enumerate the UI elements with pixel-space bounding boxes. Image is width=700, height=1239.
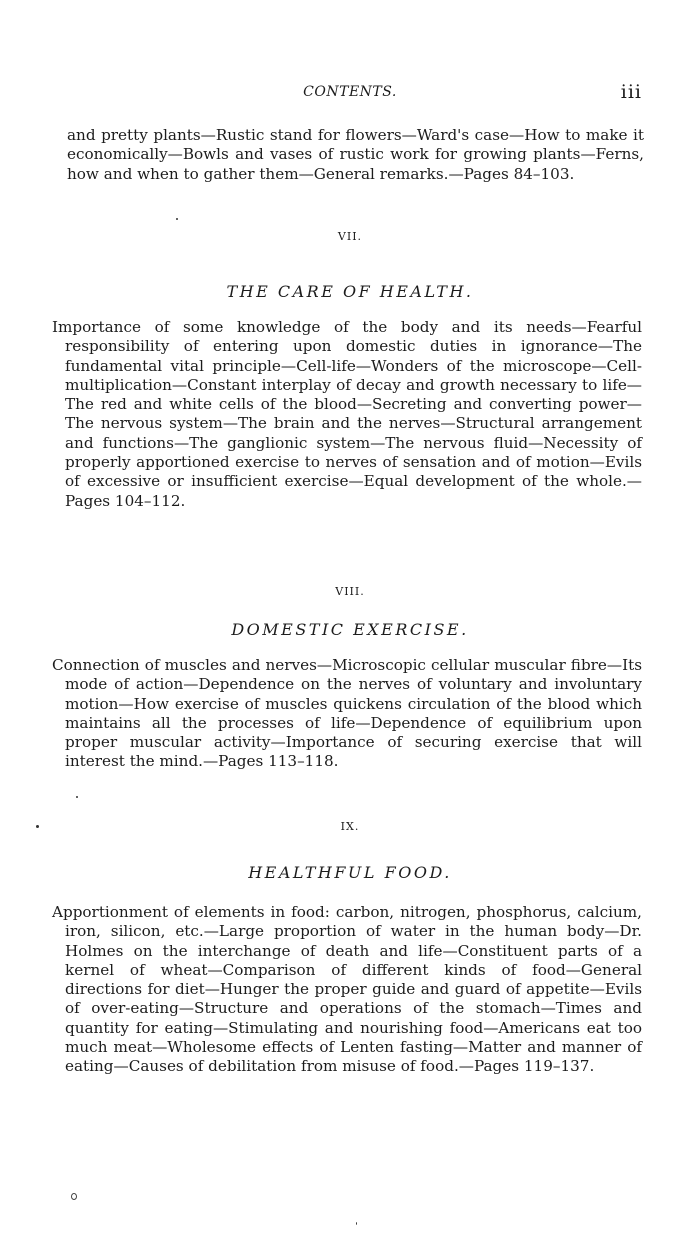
- chapter-title: DOMESTIC EXERCISE.: [231, 620, 469, 639]
- chapter-numeral: VII.: [337, 230, 363, 243]
- chapter-title: HEALTHFUL FOOD.: [248, 863, 452, 882]
- page-number: iii: [620, 81, 642, 103]
- print-speck: [76, 796, 78, 798]
- print-speck: [356, 1222, 357, 1225]
- chapter-title: THE CARE OF HEALTH.: [226, 282, 474, 301]
- chapter-numeral: IX.: [340, 820, 360, 833]
- chapter-summary: Apportionment of elements in food: carbon, nitrogen, phosphorus, calcium, iron, silicon, etc.—Large proportion of water in the human body—Dr. Holmes on the interchange of death and life—Constituent parts of a kernel of wheat—Comparison of different kinds of food—General directions for diet—Hunger the proper guide and guard of appetite—Evils of over-eating—Structure and operations of the stomach—Times and quantity for eating—Stimulating and nourishing food—Americans eat too much meat—Wholesome effects of Lenten fasting—Matter and manner of eating—Causes of debilitation from misuse of food.—Pages 119–137.: [52, 903, 642, 1076]
- print-speck: [36, 825, 39, 828]
- running-head: [0, 81, 700, 108]
- chapter-summary: Connection of muscles and nerves—Microscopic cellular muscular fibre—Its mode of action—Dependence on the nerves of voluntary and involuntary motion—How exercise of muscles quickens circulation of the blood which maintains all the processes of life—Dependence of equilibrium upon proper muscular activity—Importance of securing exercise that will interest the mind.—Pages 113–118.: [52, 656, 642, 771]
- running-title: CONTENTS.: [303, 84, 397, 100]
- chapter-summary: Importance of some knowledge of the body and its needs—Fearful responsibility of entering upon domestic duties in ignorance—The fundamental vital principle—Cell-life—Wonders of the microscope—Cell-multiplication—Constant interplay of decay and growth necessary to life—The red and white cells of the blood—Secreting and converting power—The nervous system—The brain and the nerves—Structural arrangement and functions—The ganglionic system—The nervous fluid—Necessity of properly apportioned exercise to nerves of sensation and of motion—Evils of excessive or insufficient exercise—Equal development of the whole.—Pages 104–112.: [52, 318, 642, 510]
- chapter-numeral: VIII.: [335, 585, 365, 598]
- print-speck: [71, 1193, 77, 1200]
- section-text-continued: and pretty plants—Rustic stand for flowers—Ward's case—How to make it economically—Bowls and vases of rustic work for growing plants—Ferns, how and when to gather them—General remarks.—Pages 84–103.: [67, 126, 644, 183]
- print-speck: [176, 218, 178, 220]
